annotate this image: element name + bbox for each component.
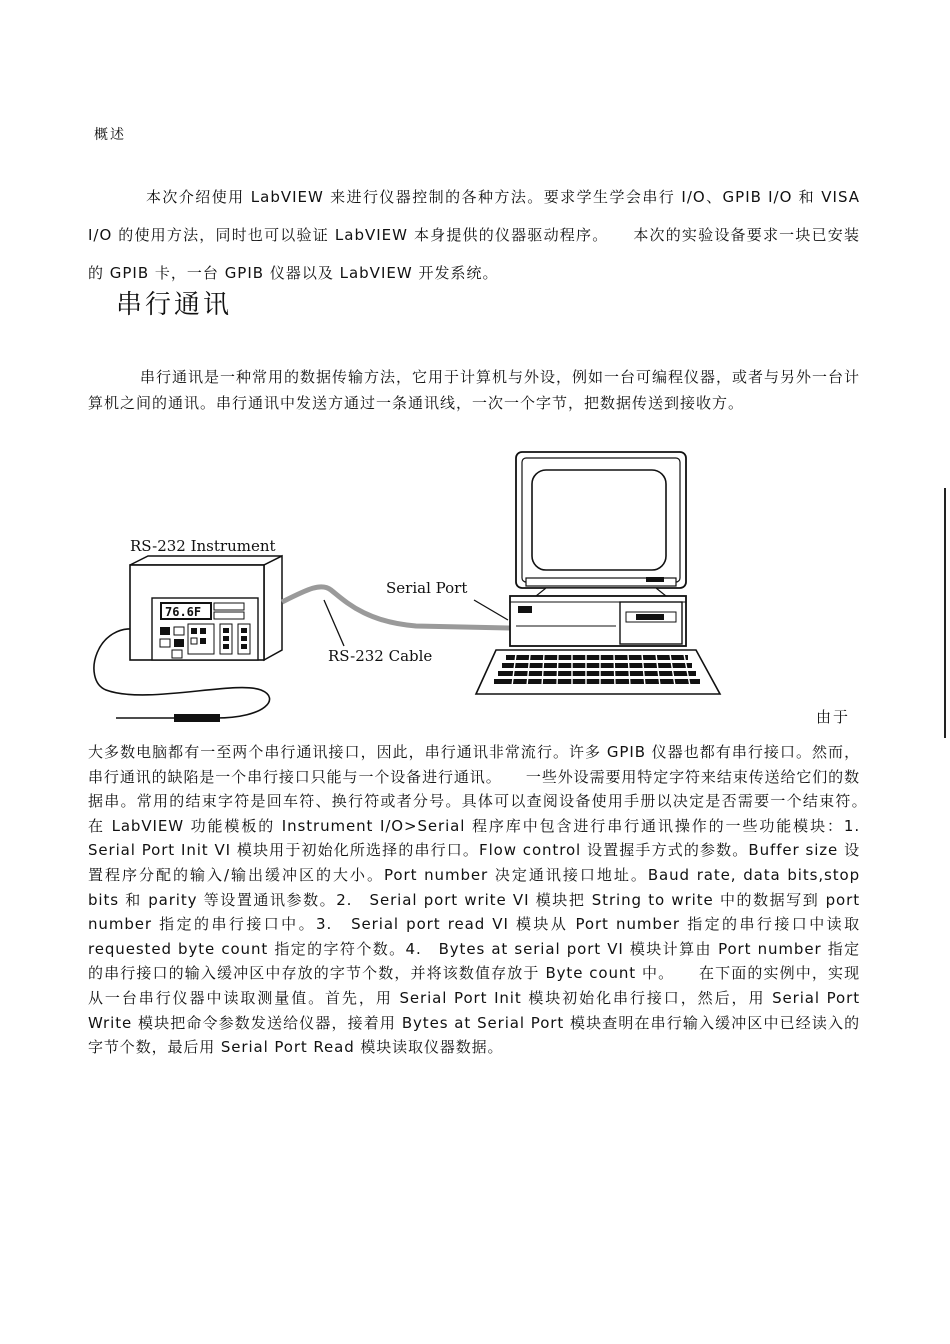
rs232-instrument (130, 556, 282, 660)
serial-details-paragraph: 大多数电脑都有一至两个串行通讯接口，因此，串行通讯非常流行。许多 GPIB 仪器也都有串行接口。然而，串行通讯的缺陷是一个串行接口只能与一个设备进行通讯。 一些外设需要用特定字符来结束传送给它们的数据串。常用的结束字符是回车符、换行符或者分号。具体可以查阅设备使用手册以决定是否需要一个结束符。 在 LabVIEW 功能模板的 Instrument I/O>Serial 程序库中包含进行串行通讯操作的一些功能模块：1. Serial Port Init VI 模块用于初始化所选择的串行口。Flow control 设置握手方式的参数。Buffer size 设置程序分配的输入/输出缓冲区的大小。Port number 决定通讯接口地址。Baud rate, data bits,stop bits 和 parity 等设置通讯参数。2. Serial port write VI 模块把 String to write 中的数据写到 port number 指定的串行接口中。3. Serial port read VI 模块从 Port number 指定的串行接口中读取 requested byte count 指定的字符个数。4. Bytes at serial port VI 模块计算由 Port number 指定的串行接口的输入缓冲区中存放的字节个数，并将该数值存放于 Byte count 中。 在下面的实例中，实现从一台串行仪器中读取测量值。首先，用 Serial Port Init 模块初始化串行接口，然后，用 Serial Port Write 模块把命令参数发送给仪器，接着用 Bytes at Serial Port 模块查明在串行输入缓冲区中已经读入的字节个数，最后用 Serial Port Read 模块读取仪器数据。 (88, 743, 892, 1057)
instrument-display-text: 76.6F (165, 605, 202, 619)
section-heading: 串行通讯 (116, 290, 233, 320)
serial-connection-diagram (86, 450, 736, 730)
continuation-word: 由于 (816, 708, 851, 726)
cable-label: RS-232 Cable (328, 647, 433, 665)
power-plug (174, 714, 220, 722)
port-pointer (474, 600, 508, 620)
intro-paragraph: 本次介绍使用 LabVIEW 来进行仪器控制的各种方法。要求学生学会串行 I/O、GPIB I/O 和 VISA I/O 的使用方法，同时也可以验证 LabVIEW 本身提供的仪器驱动程序。 本次的实验设备要求一块已安装的 GPIB 卡，一台 GPIB 仪器以及 LabVIEW 开发系统。 (88, 188, 860, 282)
cable-pointer (324, 600, 344, 646)
serial-port-label: Serial Port (386, 579, 468, 597)
page-edge-rule (944, 488, 946, 738)
instrument-label: RS-232 Instrument (130, 537, 276, 555)
serial-connection-figure (86, 450, 736, 730)
overview-title: 概述 (94, 127, 126, 143)
serial-intro-paragraph: 串行通讯是一种常用的数据传输方法，它用于计算机与外设，例如一台可编程仪器，或者与另外一台计算机之间的通讯。串行通讯中发送方通过一条通讯线，一次一个字节，把数据传送到接收方。 (88, 368, 861, 412)
personal-computer (476, 452, 720, 694)
